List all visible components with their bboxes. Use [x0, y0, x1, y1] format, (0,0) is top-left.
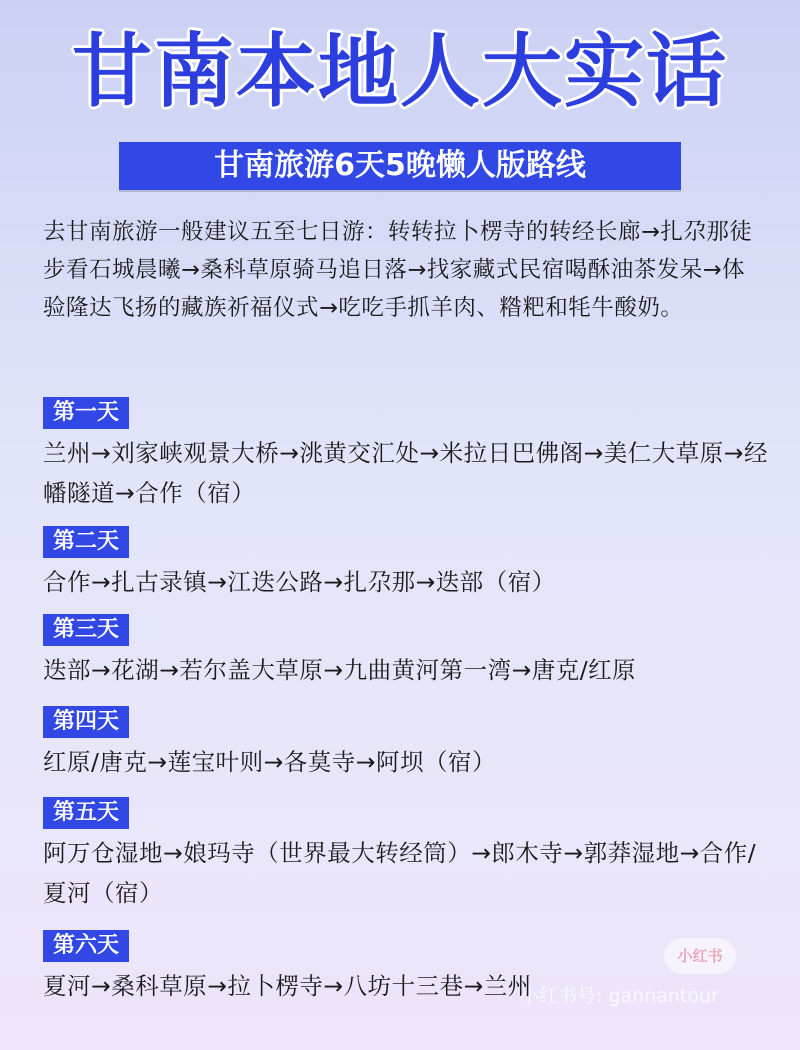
- day-route: 红原/唐克→莲宝叶则→各莫寺→阿坝（宿）: [43, 748, 496, 776]
- day-label: 第五天: [43, 797, 129, 829]
- day-section: [43, 614, 773, 690]
- page-title: 甘南本地人大实话: [72, 25, 728, 118]
- day-route: 夏河→桑科草原→拉卜楞寺→八坊十三巷→兰州: [43, 972, 532, 1000]
- day-section: [43, 706, 773, 782]
- day-section: [43, 397, 773, 513]
- day-route: 合作→扎古录镇→江迭公路→扎尕那→迭部（宿）: [43, 568, 556, 596]
- day-label: 第三天: [43, 614, 129, 646]
- day-label: 第一天: [43, 397, 129, 429]
- day-label: 第六天: [43, 930, 129, 962]
- day-route: 迭部→花湖→若尔盖大草原→九曲黄河第一湾→唐克/红原: [43, 656, 637, 684]
- day-route: 兰州→刘家峡观景大桥→洮黄交汇处→米拉日巴佛阁→美仁大草原→经幡隧道→合作（宿）: [43, 439, 768, 507]
- day-section: [43, 526, 773, 602]
- intro-paragraph: 去甘南旅游一般建议五至七日游：转转拉卜楞寺的转经长廊→扎尕那徒步看石城晨曦→桑科草原骑马追日落→找家藏式民宿喝酥油茶发呆→体验隆达飞扬的藏族祈福仪式→吃吃手抓羊肉、糌粑和牦牛酸奶。: [43, 219, 753, 321]
- subtitle-banner: 甘南旅游6天5晚懒人版路线: [119, 142, 681, 190]
- xiaohongshu-logo: 小红书: [664, 938, 736, 974]
- day-section: [43, 797, 773, 913]
- day-route: 阿万仓湿地→娘玛寺（世界最大转经筒）→郎木寺→郭莽湿地→合作/夏河（宿）: [43, 839, 757, 907]
- day-label: 第二天: [43, 526, 129, 558]
- day-label: 第四天: [43, 706, 129, 738]
- watermark: 小红书号: gannantour: [520, 985, 719, 1007]
